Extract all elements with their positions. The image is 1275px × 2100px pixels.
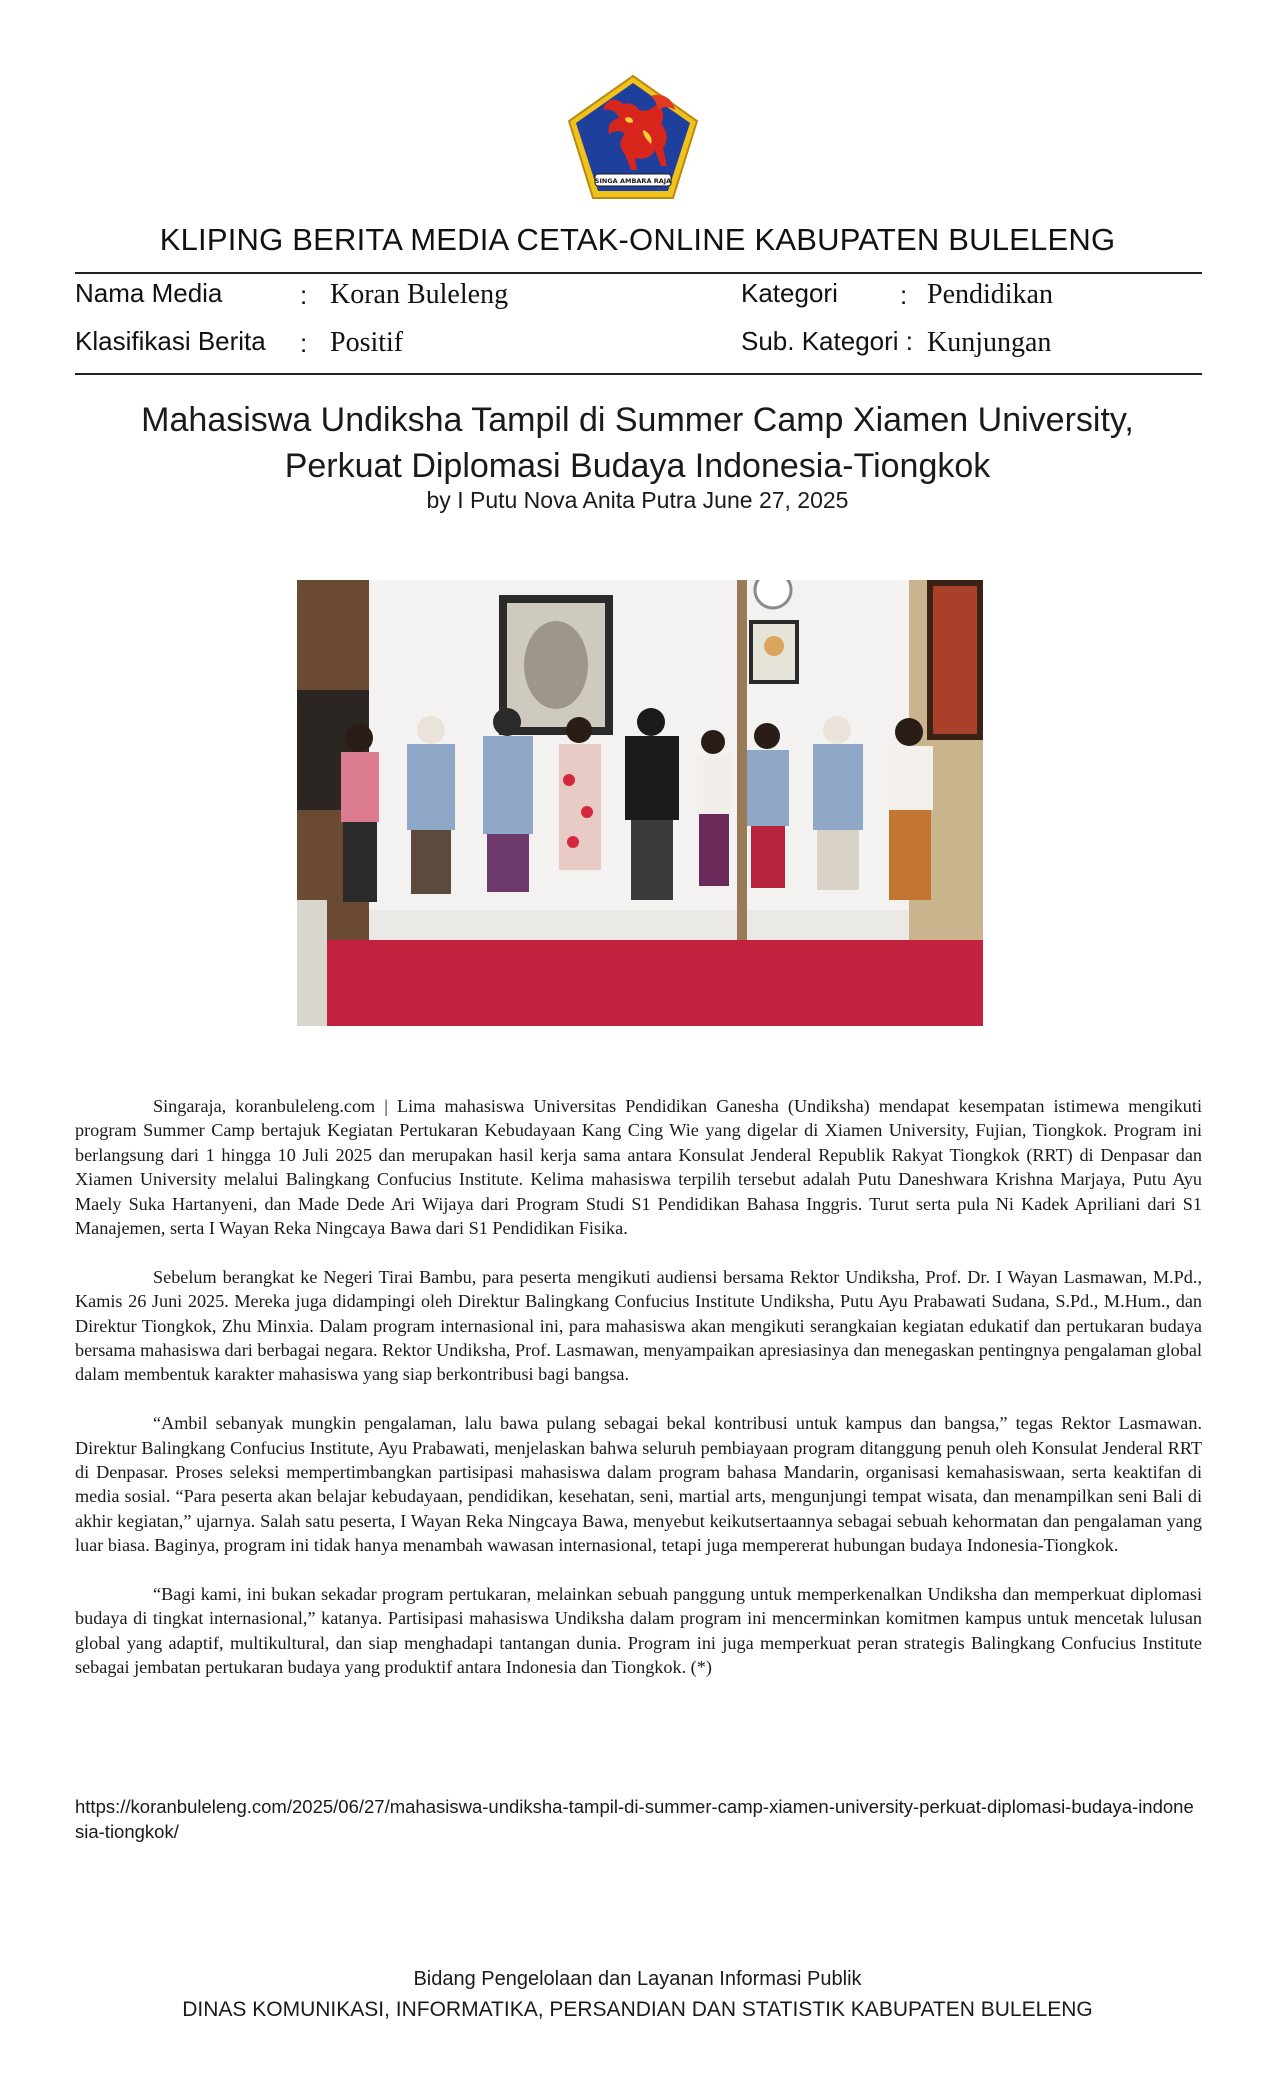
media-name-colon: :: [300, 280, 308, 310]
footer-agency: DINAS KOMUNIKASI, INFORMATIKA, PERSANDIAN DAN STATISTIK KABUPATEN BULELENG: [182, 1998, 1093, 2021]
article-paragraph-3: “Ambil sebanyak mungkin pengalaman, lalu bawa pulang sebagai bekal kontribusi untuk kampus dan bangsa,” tegas Rektor Lasmawan. Direktur Balingkang Confucius Institute, Ayu Prabawati, menjelaskan bahwa seluruh pembiayaan program ditanggung penuh oleh Konsulat Jenderal RRT di Denpasar. Proses seleksi mempertimbangkan partisipasi mahasiswa dalam program bahasa Mandarin, organisasi kemahasiswaan, serta keaktifan di media sosial. “Para peserta akan belajar kebudayaan, pendidikan, kesehatan, seni, martial arts, mengunjungi tempat wisata, dan menampilkan seni Bali di akhir kegiatan,” ujarnya. Salah satu peserta, I Wayan Reka Ningcaya Bawa, menyebut keikutsertaannya sebagai sebuah kehormatan dan pengalaman yang luar biasa. Baginya, program ini tidak hanya menambah wawasan internasional, tetapi juga mempererat hubungan budaya Indonesia-Tiongkok.: [75, 1413, 1202, 1556]
subcategory-label: Sub. Kategori :: [741, 326, 913, 356]
article-title-line-2: Perkuat Diplomasi Budaya Indonesia-Tiongkok: [284, 447, 991, 485]
article-byline: by I Putu Nova Anita Putra June 27, 2025: [426, 487, 849, 513]
article-paragraph-2: Sebelum berangkat ke Negeri Tirai Bambu, para peserta mengikuti audiensi bersama Rektor Undiksha, Prof. Dr. I Wayan Lasmawan, M.Pd., Kamis 26 Juni 2025. Mereka juga didampingi oleh Direktur Balingkang Confucius Institute Undiksha, Putu Ayu Prabawati Sudana, S.Pd., M.Hum., dan Direktur Tiongkok, Zhu Minxia. Dalam program internasional ini, para mahasiswa akan mengikuti serangkaian kegiatan edukatif dan pertukaran budaya bersama mahasiswa dari berbagai negara. Rektor Undiksha, Prof. Lasmawan, menyampaikan apresiasinya dan menegaskan pentingnya pengalaman global dalam membentuk karakter mahasiswa yang siap berkontribusi bagi bangsa.: [75, 1266, 1202, 1385]
emblem-icon: [565, 74, 701, 202]
classification-value: Positif: [330, 327, 404, 358]
clipping-header-title: KLIPING BERITA MEDIA CETAK-ONLINE KABUPATEN BULELENG: [159, 222, 1116, 257]
header-divider-top: [75, 272, 1202, 274]
classification-label: Klasifikasi Berita: [75, 326, 266, 356]
source-url-link[interactable]: https://koranbuleleng.com/2025/06/27/mahasiswa-undiksha-tampil-di-summer-camp-xiamen-university-perkuat-diplomasi-budaya-indonesia-tiongkok/: [75, 1796, 1194, 1842]
media-name-value: Koran Buleleng: [330, 279, 509, 310]
article-photo: [297, 580, 983, 1026]
footer-department: Bidang Pengelolaan dan Layanan Informasi Publik: [413, 1968, 862, 1990]
article-title-line-1: Mahasiswa Undiksha Tampil di Summer Camp Xiamen University,: [141, 401, 1134, 439]
article-paragraph-4: “Bagi kami, ini bukan sekadar program pertukaran, melainkan sebuah panggung untuk memperkenalkan Undiksha dan memperkuat diplomasi budaya di tingkat internasional,” katanya. Partisipasi mahasiswa Undiksha dalam program ini mencerminkan komitmen kampus untuk mencetak lulusan global yang adaptif, multikultural, dan siap menghadapi tantangan dunia. Program ini juga memperkuat peran strategis Balingkang Confucius Institute sebagai jembatan pertukaran budaya yang produktif antara Indonesia dan Tiongkok. (*): [75, 1584, 1202, 1678]
article-paragraph-1: Singaraja, koranbuleleng.com | Lima mahasiswa Universitas Pendidikan Ganesha (Undiksha) mendapat kesempatan istimewa mengikuti program Summer Camp bertajuk Kegiatan Pertukaran Kebudayaan Kang Cing Wie yang digelar di Xiamen University, Fujian, Tiongkok. Program ini berlangsung dari 1 hingga 10 Juli 2025 dan merupakan hasil kerja sama antara Konsulat Jenderal Republik Rakyat Tiongkok (RRT) di Denpasar dan Xiamen University melalui Balingkang Confucius Institute. Kelima mahasiswa terpilih tersebut adalah Putu Daneshwara Krishna Marjaya, Putu Ayu Maely Suka Hartanyeni, dan Made Dede Ari Wijaya dari Program Studi S1 Pendidikan Bahasa Inggris. Turut serta pula Ni Kadek Apriliani dari S1 Manajemen, serta I Wayan Reka Ningcaya Bawa dari S1 Pendidikan Fisika.: [75, 1096, 1202, 1239]
media-name-label: Nama Media: [75, 278, 223, 308]
article-title: [60, 397, 1215, 489]
category-label: Kategori: [741, 278, 838, 308]
subcategory-value: Kunjungan: [927, 327, 1052, 358]
classification-colon: :: [300, 328, 308, 358]
emblem-motto-text: SINGA AMBARA RAJA: [594, 177, 672, 185]
category-value: Pendidikan: [927, 279, 1053, 310]
buleleng-emblem-logo: [565, 74, 701, 202]
category-colon: :: [900, 280, 908, 310]
header-divider-bottom: [75, 373, 1202, 375]
article-body: [75, 1094, 1202, 1704]
group-photo-image: [297, 580, 983, 1026]
